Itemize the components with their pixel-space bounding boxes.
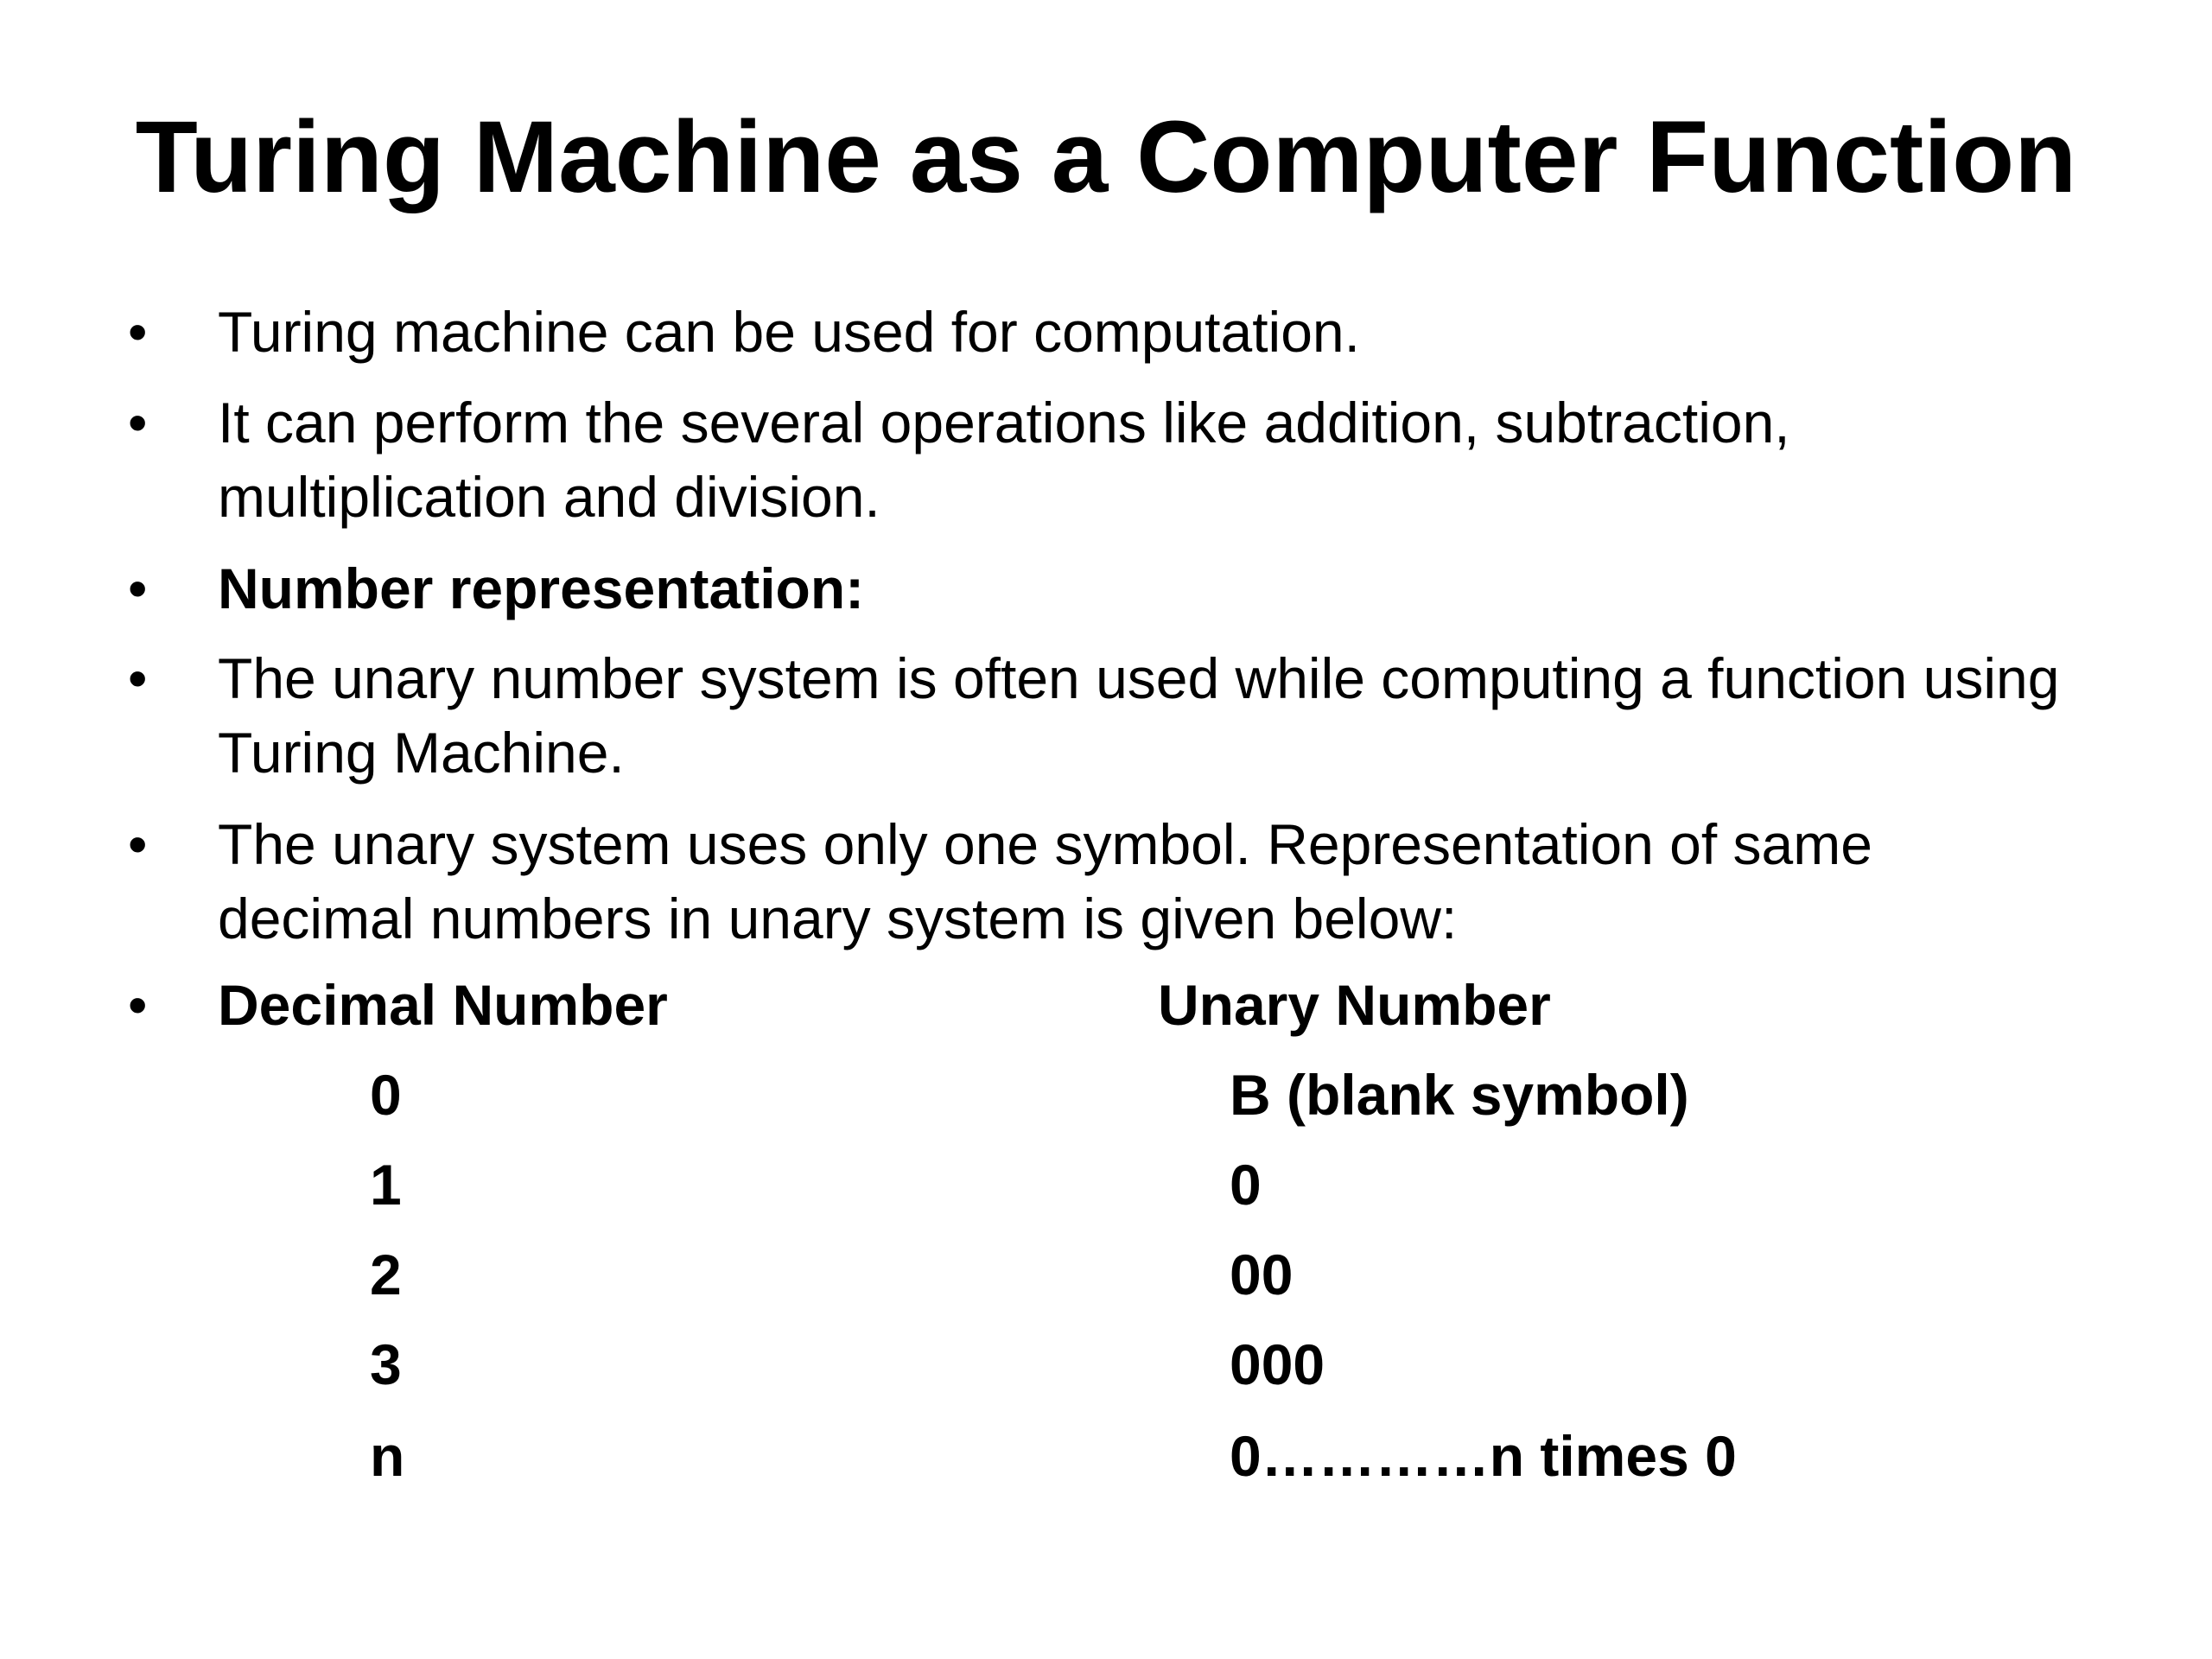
decimal-number-header: Decimal Number: [218, 973, 668, 1037]
unary-cell: B (blank symbol): [1230, 1063, 1689, 1127]
bullet-text: It can perform the several operations like addition, subtraction, multiplication and division.: [218, 391, 1790, 529]
unary-cell: 0: [1230, 1153, 1262, 1217]
unary-cell: 0…………n times 0: [1230, 1424, 1737, 1488]
unary-number-header: Unary Number: [1158, 973, 1551, 1037]
decimal-cell: 2: [370, 1243, 402, 1306]
bullet-text: Number representation:: [218, 556, 865, 620]
bullet-marker: •: [128, 647, 148, 709]
unary-cell: 000: [1230, 1332, 1325, 1396]
bullet-marker: •: [128, 557, 148, 620]
bullet-marker: •: [128, 301, 148, 363]
bullet-marker: •: [128, 813, 148, 875]
decimal-cell: 3: [370, 1332, 402, 1396]
bullet-text: Turing machine can be used for computation.: [218, 300, 1360, 364]
decimal-cell: 0: [370, 1063, 402, 1127]
decimal-cell: n: [370, 1424, 405, 1488]
unary-cell: 00: [1230, 1243, 1294, 1306]
bullet-text: The unary number system is often used while computing a function using Turing Machine.: [218, 646, 2060, 785]
bullet-text: The unary system uses only one symbol. Representation of same decimal numbers in unary system is given below:: [218, 812, 1872, 950]
slide-title: Turing Machine as a Computer Function: [135, 100, 2077, 214]
bullet-marker: •: [128, 391, 148, 454]
decimal-cell: 1: [370, 1153, 402, 1217]
bullet-marker: •: [128, 974, 148, 1036]
